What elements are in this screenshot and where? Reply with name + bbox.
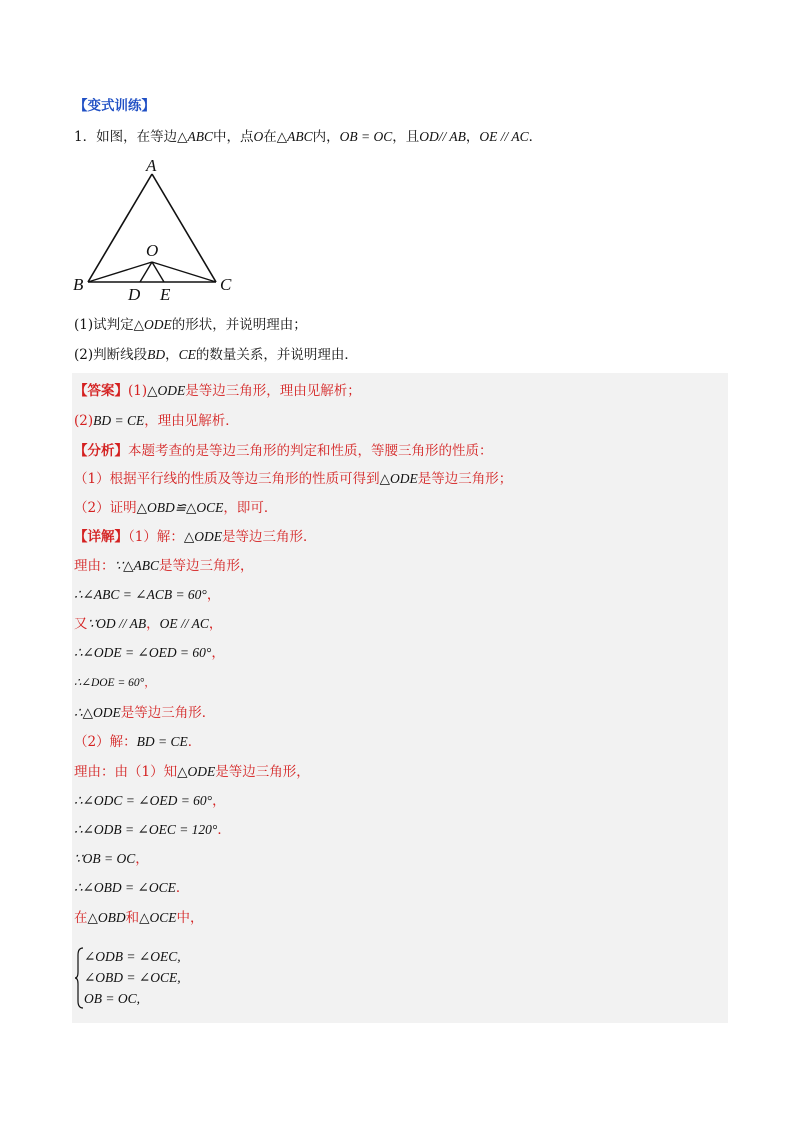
detail-triangles (74, 908, 204, 928)
side-ac (152, 174, 216, 282)
answer-line-1 (74, 381, 361, 401)
detail-text: 中， (176, 910, 204, 926)
problem-text: ． (528, 129, 543, 145)
system-equation-3: OB = OC, (84, 991, 140, 1006)
question-1 (74, 315, 307, 335)
detail-text: ． (175, 880, 190, 896)
question-text: (2)判断线段 (74, 347, 148, 363)
math-expression: △OBD (87, 910, 126, 925)
label-e: E (160, 285, 171, 303)
detail-text: ， (206, 587, 221, 603)
detail-text: 是等边三角形． (221, 529, 317, 545)
math-expression: ∴∠ODB = ∠OEC = 120° (74, 822, 218, 837)
analysis-text: ，即可． (223, 500, 278, 516)
detail-text: 是等边三角形， (158, 558, 254, 574)
math-expression: ∴∠DOE = 60° (74, 677, 145, 689)
problem-text: 在 (263, 129, 277, 145)
math-condition: OB = OC (339, 129, 393, 144)
analysis-tag: 【分析】 (74, 443, 128, 459)
label-a: A (146, 158, 157, 175)
math-expression: △OCE (139, 910, 177, 925)
detail-text: ， (135, 851, 149, 867)
system-equation-2: ∠OBD = ∠OCE, (84, 970, 181, 985)
detail-text: ， (211, 645, 225, 661)
detail-reason-1 (74, 556, 253, 576)
detail-equation (74, 849, 149, 869)
detail-text: ． (187, 734, 202, 750)
detail-text: ， (144, 675, 156, 689)
detail-reason-2 (74, 762, 310, 782)
math-expression: △OBD≌△OCE (136, 500, 224, 515)
detail-text: ， (208, 616, 223, 632)
analysis-text: （2）证明 (74, 500, 137, 516)
math-expression: ∴△ODE (74, 705, 121, 720)
question-text: ， (165, 347, 179, 363)
detail-step-2 (74, 732, 201, 752)
math-expression: △ODE (183, 529, 222, 544)
label-o: O (146, 241, 159, 260)
analysis-text: （1）根据平行线的性质及等边三角形的性质可得到 (74, 471, 380, 487)
math-expression: BD = CE (93, 413, 145, 428)
detail-text: ， (146, 616, 160, 632)
math-point-o: O (253, 129, 264, 144)
math-triangle-abc: △ABC (177, 129, 213, 144)
answer-line-2 (74, 411, 239, 431)
math-expression: ∴∠ABC = ∠ACB = 60° (74, 587, 207, 602)
problem-text: ， (465, 129, 480, 145)
analysis-text: 是等边三角形； (417, 471, 513, 487)
math-expression: △ODE (177, 764, 216, 779)
problem-text: 中，点 (212, 129, 254, 145)
detail-step-1 (74, 527, 316, 547)
detail-text: 是等边三角形． (120, 705, 216, 721)
math-condition: OD// AB (419, 129, 466, 144)
detail-equation (74, 672, 156, 693)
detail-equation (74, 614, 222, 634)
detail-conclusion-1 (74, 703, 215, 723)
detail-text: 在 (74, 910, 88, 926)
detail-text: 理由：由（1）知 (74, 764, 178, 780)
math-expression: CE (178, 347, 196, 362)
detail-text: 和 (125, 910, 140, 926)
math-expression: ∵△ABC (114, 558, 159, 573)
math-triangle-abc: △ABC (276, 129, 313, 144)
answer-tag: 【答案】 (74, 383, 128, 399)
question-text: 的形状，并说明理由； (171, 317, 307, 333)
answer-text: (1) (128, 383, 148, 399)
detail-text: ， (212, 793, 226, 809)
label-d: D (128, 285, 141, 303)
analysis-line (74, 441, 493, 461)
math-expression: BD = CE (136, 734, 188, 749)
problem-text: 内， (312, 129, 340, 145)
detail-equation (74, 820, 231, 840)
analysis-point-1 (74, 469, 512, 489)
math-expression: OE // AC (159, 616, 209, 631)
problem-text: ，且 (392, 129, 420, 145)
math-expression: △ODE (379, 471, 418, 486)
detail-equation (74, 643, 225, 663)
system-equation-1: ∠ODB = ∠OEC, (84, 949, 181, 964)
problem-statement (74, 127, 542, 147)
detail-text: 理由： (74, 558, 115, 574)
section-heading: 【变式训练】 (74, 98, 155, 114)
question-text: 的数量关系，并说明理由． (195, 347, 358, 363)
question-text: (1)试判定 (74, 317, 134, 333)
detail-equation (74, 585, 220, 605)
detail-text: （1）解： (128, 529, 184, 545)
brace-icon (74, 947, 84, 1009)
triangle-figure (70, 158, 240, 303)
question-2 (74, 345, 358, 365)
analysis-text: 本题考查的是等边三角形的判定和性质，等腰三角形的性质： (128, 443, 493, 459)
detail-text: 是等边三角形， (215, 764, 310, 780)
detail-text: ． (217, 822, 231, 838)
math-expression: △ODE (147, 383, 186, 398)
detail-equation (74, 791, 226, 811)
answer-text: (2) (74, 413, 94, 429)
side-ab (88, 174, 152, 282)
math-expression: ∵OB = OC (74, 851, 136, 866)
problem-prefix: 1．如图，在等边 (74, 129, 178, 145)
detail-text: （2）解： (74, 734, 137, 750)
detail-tag: 【详解】 (74, 529, 128, 545)
math-condition: OE // AC (479, 129, 529, 144)
math-expression: ∴∠ODC = ∠OED = 60° (74, 793, 213, 808)
detail-text: 又 (74, 616, 88, 632)
math-expression: BD (147, 347, 166, 362)
math-expression: ∵OD // AB (87, 616, 147, 631)
math-expression: △ODE (133, 317, 172, 332)
math-expression: ∴∠OBD = ∠OCE (74, 880, 176, 895)
analysis-point-2 (74, 498, 277, 518)
detail-equation (74, 878, 189, 898)
math-expression: ∴∠ODE = ∠OED = 60° (74, 645, 212, 660)
answer-text: ，理由见解析． (144, 413, 239, 429)
label-c: C (220, 275, 232, 294)
label-b: B (73, 275, 84, 294)
answer-text: 是等边三角形，理由见解析； (185, 383, 361, 399)
